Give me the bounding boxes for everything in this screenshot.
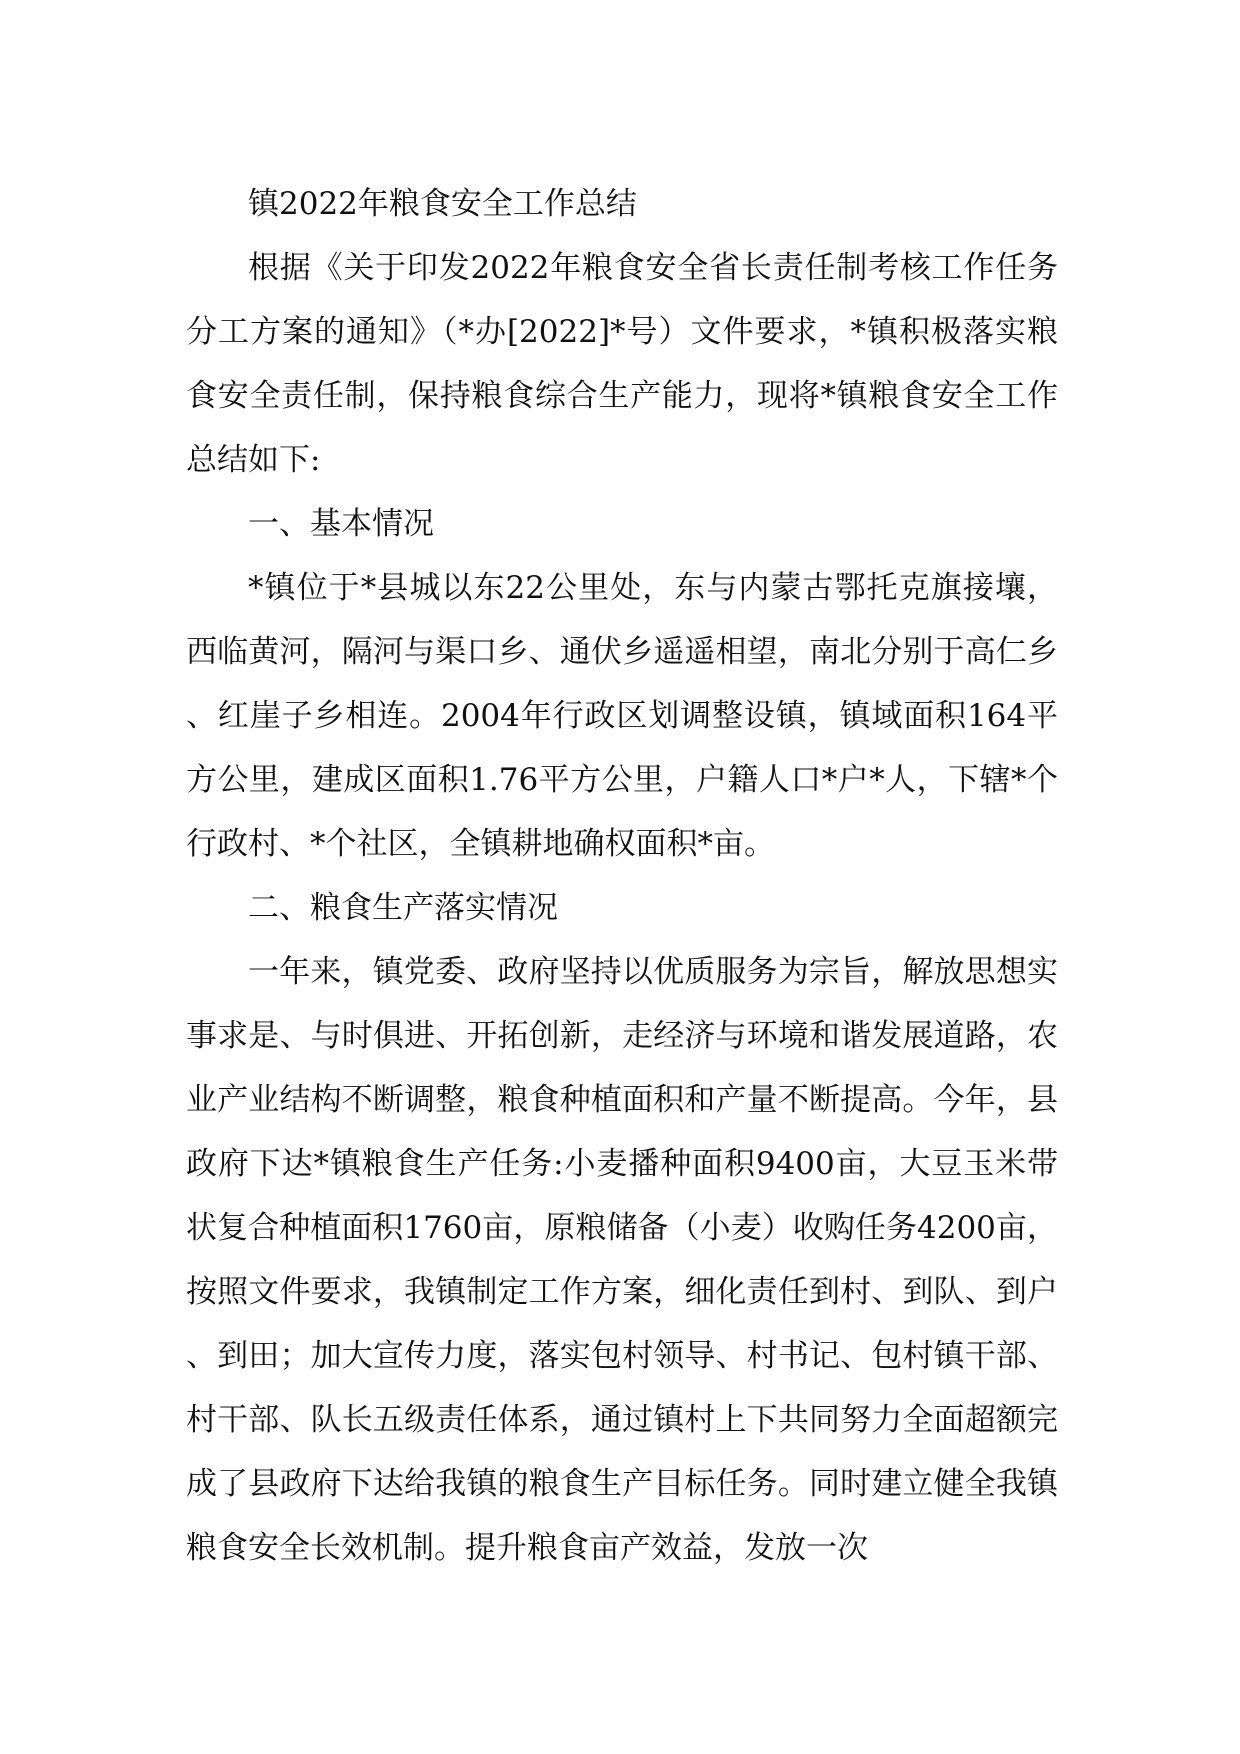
grain-production-paragraph: 一年来，镇党委、政府坚持以优质服务为宗旨，解放思想实事求是、与时俱进、开拓创新，走经济与环境和谐发展道路，农业产业结构不断调整，粮食种植面积和产量不断提高。今年，县政府下达*镇粮食生产任务:小麦播种面积9400亩，大豆玉米带状复合种植面积1760亩，原粮储备（小麦）收购任务4200亩，按照文件要求，我镇制定工作方案，细化责任到村、到队、到户、到田；加大宣传力度，落实包村领导、村书记、包村镇干部、村干部、队长五级责任体系，通过镇村上下共同努力全面超额完成了县政府下达给我镇的粮食生产目标任务。同时建立健全我镇粮食安全长效机制。提升粮食亩产效益，发放一次 [186, 954, 1058, 1566]
section-heading-basic-situation: 一、基本情况 [248, 506, 434, 542]
section-heading-grain-production: 二、粮食生产落实情况 [248, 890, 558, 926]
basic-situation-paragraph: *镇位于*县城以东22公里处，东与内蒙古鄂托克旗接壤，西临黄河，隔河与渠口乡、通伏乡遥遥相望，南北分别于高仁乡、红崖子乡相连。2004年行政区划调整设镇，镇域面积164平方公里，建成区面积1.76平方公里，户籍人口*户*人，下辖*个行政村、*个社区，全镇耕地确权面积*亩。 [186, 570, 1058, 862]
document-title: 镇2022年粮食安全工作总结 [248, 186, 637, 222]
intro-paragraph: 根据《关于印发2022年粮食安全省长责任制考核工作任务分工方案的通知》（*办[2022]*号）文件要求，*镇积极落实粮食安全责任制，保持粮食综合生产能力，现将*镇粮食安全工作总结如下: [186, 250, 1058, 478]
document-body [186, 172, 1058, 1580]
